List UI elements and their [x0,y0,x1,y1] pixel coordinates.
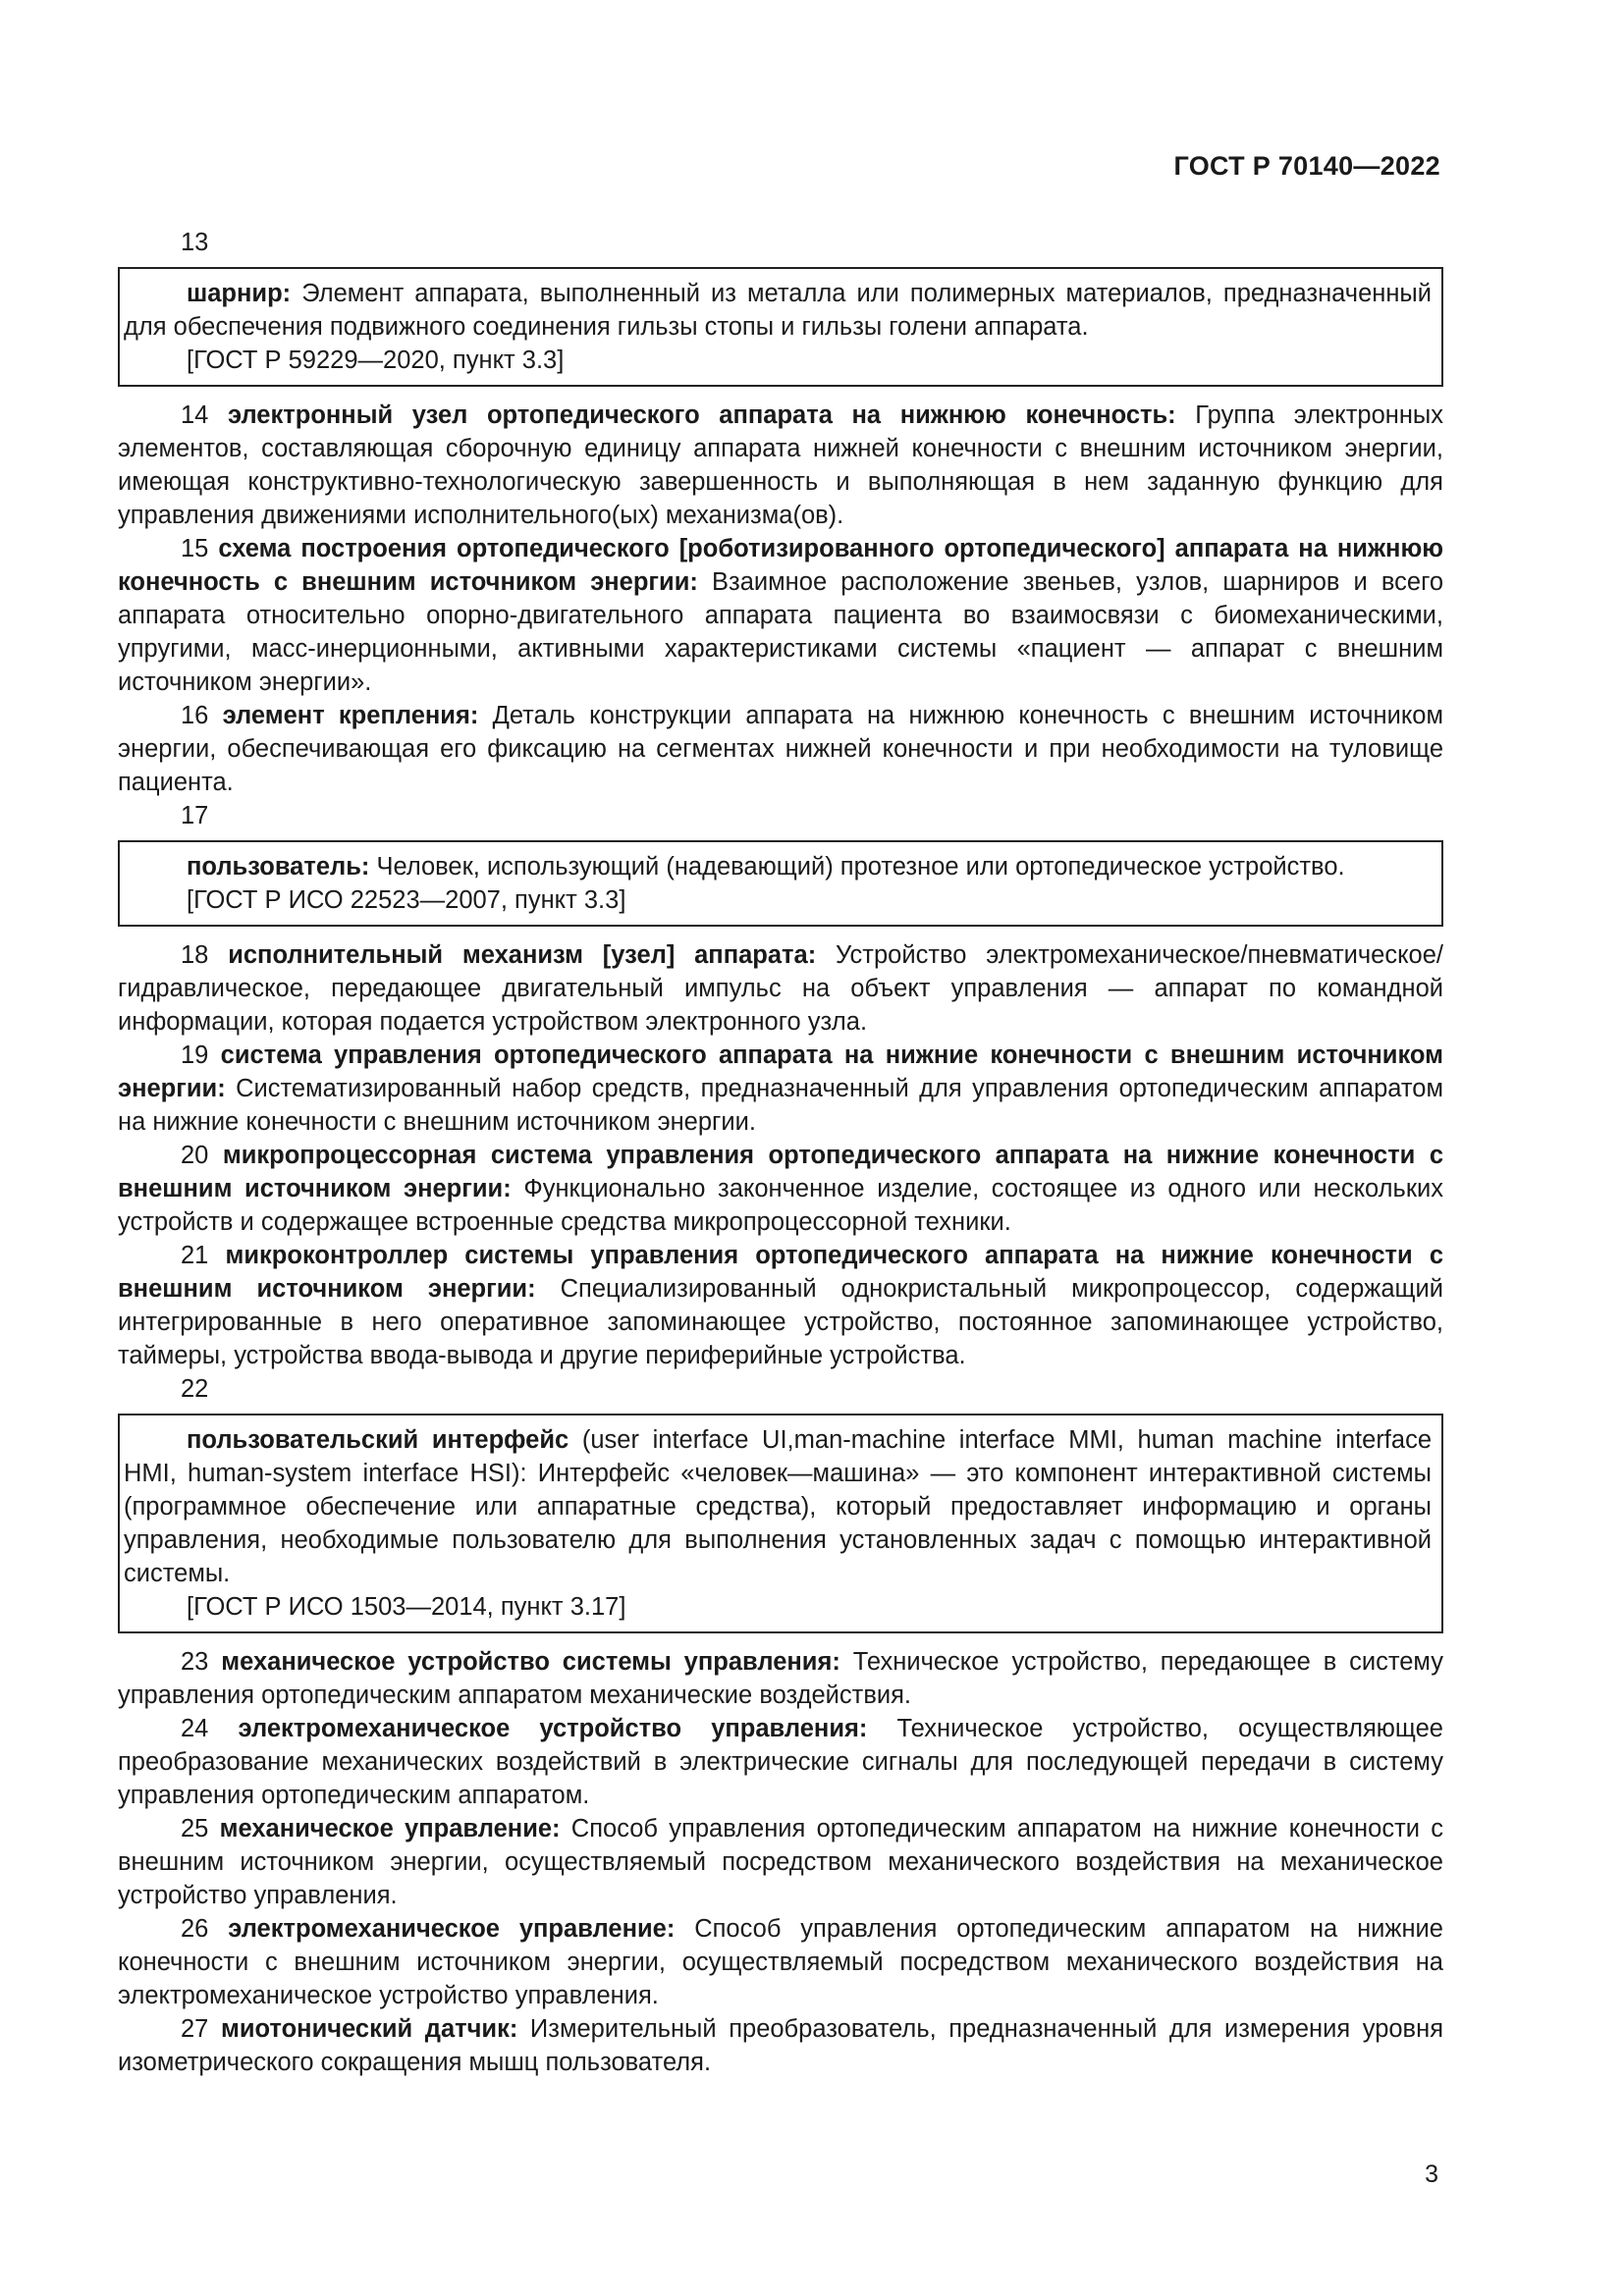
term-definition [118,1645,1443,1712]
term-number: 20 [181,1142,209,1169]
term-text: Техническое устройство, передающее в систему управления ортопедическим аппаратом механические воздействия. [118,1648,1444,1709]
term-name: элемент крепления: [222,702,479,729]
term-number: 17 [181,802,209,829]
term-number: 19 [181,1041,209,1069]
term-name: механическое управление: [219,1815,561,1842]
term-definition [118,1239,1443,1372]
term-name: электромеханическое устройство управления: [238,1715,868,1742]
term-text: Взаимное расположение звеньев, узлов, шарниров и всего аппарата относительно опорно-двигательного аппарата пациента во взаимосвязи с биомеханическими, упругими, масс-инерционными, активными характеристиками системы «пациент — аппарат с внешним источником энергии». [118,568,1444,696]
quoted-term-box [118,267,1443,387]
term-definition [124,850,1432,883]
term-number: 18 [181,941,209,969]
standard-designation: ГОСТ Р 70140—2022 [1173,151,1440,181]
term-definition [118,399,1443,532]
term-text: Устройство электромеханическое/пневматическое/гидравлическое, передающее двигательный импульс на объект управления — аппарат по командной информации, которая подается устройством электронного узла. [118,941,1443,1036]
term-name: механическое устройство системы управления: [221,1648,840,1676]
term-number: 27 [181,2015,209,2043]
term-reference: [ГОСТ Р ИСО 1503—2014, пункт 3.17] [187,1593,626,1621]
term-text: Группа электронных элементов, составляющая сборочную единицу аппарата нижней конечности с внешним источником энергии, имеющая конструктивно-технологическую завершенность и выполняющая в нем заданную функцию для управления движениями исполнительного(ых) механизма(ов). [118,401,1443,529]
term-text: Техническое устройство, осуществляющее преобразование механических воздействий в электрические сигналы для последующей передачи в систему управления ортопедическим аппаратом. [118,1715,1443,1809]
term-name: шарнир: [187,280,292,307]
term-name: исполнительный механизм [узел] аппарата: [228,941,817,969]
term-number: 14 [181,401,209,429]
term-name: миотонический датчик: [220,2015,518,2043]
term-reference: [ГОСТ Р ИСО 22523—2007, пункт 3.3] [187,886,626,914]
term-name: схема построения ортопедического [роботизированного ортопедического] аппарата на нижнюю конечность с внешним источником энергии: [118,535,1444,596]
term-text: Человек, использующий (надевающий) протезное или ортопедическое устройство. [369,853,1345,881]
term-name: пользователь: [187,853,370,881]
term-name: микроконтроллер системы управления ортопедического аппарата на нижние конечности с внешним источником энергии: [118,1242,1443,1303]
term-definition [118,1139,1443,1239]
term-text: Специализированный однокристальный микропроцессор, содержащий интегрированные в него оперативное запоминающее устройство, постоянное запоминающее устройство, таймеры, устройства ввода-вывода и другие периферийные устройства. [118,1275,1443,1369]
term-definition [118,2012,1443,2079]
term-definition [124,1423,1432,1590]
term-definition [118,938,1443,1039]
terms-list [118,226,1443,2079]
term-text: Способ управления ортопедическим аппаратом на нижние конечности с внешним источником энергии, осуществляемый посредством механического воздействия на электромеханическое устройство управления. [118,1915,1443,2009]
quoted-term-box [118,1414,1443,1633]
term-number: 26 [181,1915,209,1943]
term-definition [118,1912,1443,2012]
term-name: электронный узел ортопедического аппарата на нижнюю конечность: [228,401,1176,429]
term-text: Элемент аппарата, выполненный из металла или полимерных материалов, предназначенный для обеспечения подвижного соединения гильзы стопы и гильзы голени аппарата. [124,280,1432,341]
quoted-term-box [118,840,1443,927]
term-name: электромеханическое управление: [228,1915,676,1943]
term-definition [118,699,1443,799]
term-number: 21 [181,1242,209,1269]
term-text: (user interface UI,man-machine interface MMI, human machine interface HMI, human-system interface HSI): Интерфейс «человек—машина» — это компонент интерактивной системы (программное обеспечение или аппаратные средства), который предоставляет информацию и органы управления, необходимые пользователю для выполнения установленных задач с помощью интерактивной системы. [124,1426,1433,1587]
term-text: Деталь конструкции аппарата на нижнюю конечность с внешним источником энергии, обеспечивающая его фиксацию на сегментах нижней конечности и при необходимости на туловище пациента. [118,702,1444,796]
term-number: 24 [181,1715,209,1742]
term-definition [118,1812,1443,1912]
term-number: 22 [181,1375,209,1403]
term-definition [124,277,1432,344]
term-number: 16 [181,702,209,729]
term-text: Функционально законченное изделие, состоящее из одного или нескольких устройств и содержащее встроенные средства микропроцессорной техники. [118,1175,1443,1236]
term-number: 13 [181,229,209,256]
term-text: Способ управления ортопедическим аппаратом на нижние конечности с внешним источником энергии, осуществляемый посредством механического воздействия на механическое устройство управления. [118,1815,1444,1909]
term-definition [118,532,1443,699]
term-name: пользовательский интерфейс [187,1426,569,1454]
term-name: система управления ортопедического аппарата на нижние конечности с внешним источником энергии: [118,1041,1444,1102]
term-name: микропроцессорная система управления ортопедического аппарата на нижние конечности с внешним источником энергии: [118,1142,1443,1202]
term-reference: [ГОСТ Р 59229—2020, пункт 3.3] [187,347,565,374]
term-number: 15 [181,535,209,562]
term-text: Систематизированный набор средств, предназначенный для управления ортопедическим аппаратом на нижние конечности с внешним источником энергии. [118,1075,1443,1136]
term-definition [118,1039,1443,1139]
term-text: Измерительный преобразователь, предназначенный для измерения уровня изометрического сокращения мышц пользователя. [118,2015,1443,2076]
term-definition [118,1712,1443,1812]
page-number: 3 [1425,2161,1438,2188]
term-number: 23 [181,1648,209,1676]
term-number: 25 [181,1815,209,1842]
